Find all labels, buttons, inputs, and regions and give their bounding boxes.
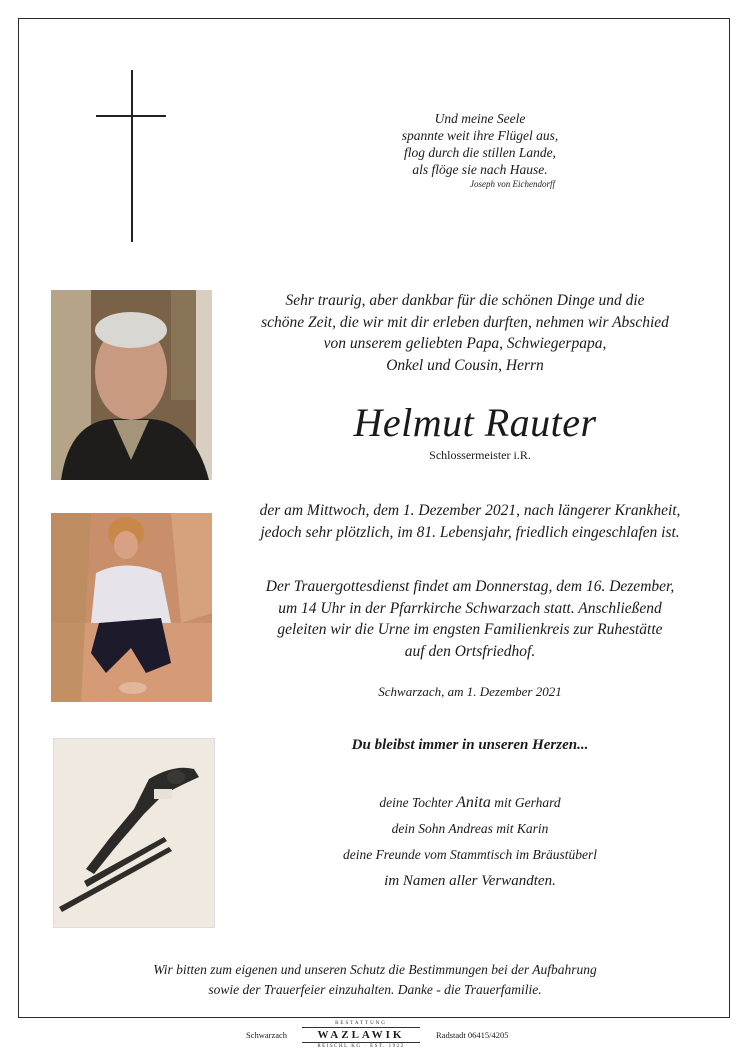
intro-line: Sehr traurig, aber dankbar für die schönen Dinge und die [285,292,645,309]
service-line: auf den Ortsfriedhof. [404,642,536,660]
poem-line: flog durch die stillen Lande, [403,145,557,160]
poem-line: Und meine Seele [434,111,526,126]
family-name: Anita [456,794,491,811]
death-line: der am Mittwoch, dem 1. Dezember 2021, nach längerer Krankheit, [259,502,681,519]
service-line: um 14 Uhr in der Pfarrkirche Schwarzach statt. Anschließend [278,599,662,617]
poem-line: als flöge sie nach Hause. [412,162,548,177]
poem-line: spannte weit ihre Flügel aus, [401,128,559,143]
closing-line: sowie der Trauerfeier einzuhalten. Danke - die Trauerfamilie. [208,982,542,997]
deceased-name: Helmut Rauter [353,400,597,445]
intro-line: von unserem geliebten Papa, Schwiegerpapa, [323,335,607,352]
family-pre: dein Sohn Andreas mit Karin [391,821,549,836]
closing-text [60,960,690,1000]
family-list [300,790,640,868]
place-date: Schwarzach, am 1. Dezember 2021 [378,684,562,699]
family-item [300,790,640,816]
deceased-title: Schlossermeister i.R. [429,448,531,462]
intro-line: schöne Zeit, die wir mit dir erleben durften, nehmen wir Abschied [261,313,669,331]
poem [340,110,620,178]
footer-left: Schwarzach [246,1030,288,1040]
service-line: Der Trauergottesdienst findet am Donnerstag, dem 16. Dezember, [265,578,675,595]
logo-rule [302,1027,420,1028]
poem-author: Joseph von Eichendorff [470,179,555,189]
family-item [300,816,640,842]
remembrance-line: Du bleibst immer in unseren Herzen... [351,737,589,753]
service-line: geleiten wir die Urne im engsten Familienkreis zur Ruhestätte [277,621,663,638]
intro-text [225,290,705,376]
cross-icon-bar [96,115,166,117]
sand-photo [51,513,212,702]
family-item [300,842,640,868]
closing-line: Wir bitten zum eigenen und unseren Schutz die Bestimmungen bei der Aufbahrung [153,962,597,977]
family-pre: deine Tochter [379,795,457,810]
service-text [225,576,715,662]
logo-main: WAZLAWIK [317,1029,405,1041]
funeral-home-logo [296,1021,426,1051]
death-line: jedoch sehr plötzlich, im 81. Lebensjahr, friedlich eingeschlafen ist. [260,523,680,541]
portrait-photo [51,290,212,480]
family-pre: deine Freunde vom Stammtisch im Bräustüberl [342,847,598,862]
relatives-line: im Namen aller Verwandten. [384,873,556,889]
cross-icon [131,70,133,242]
ski-jump-photo [53,738,215,928]
footer-right: Radstadt 06415/4205 [436,1030,509,1040]
logo-rule [302,1042,420,1043]
death-text [225,500,715,543]
family-post: mit Gerhard [490,795,561,810]
logo-top: BESTATTUNG [335,1021,387,1026]
intro-line: Onkel und Cousin, Herrn [386,356,544,374]
logo-bottom: REISCHL KG · EST. 1922 [317,1044,405,1049]
